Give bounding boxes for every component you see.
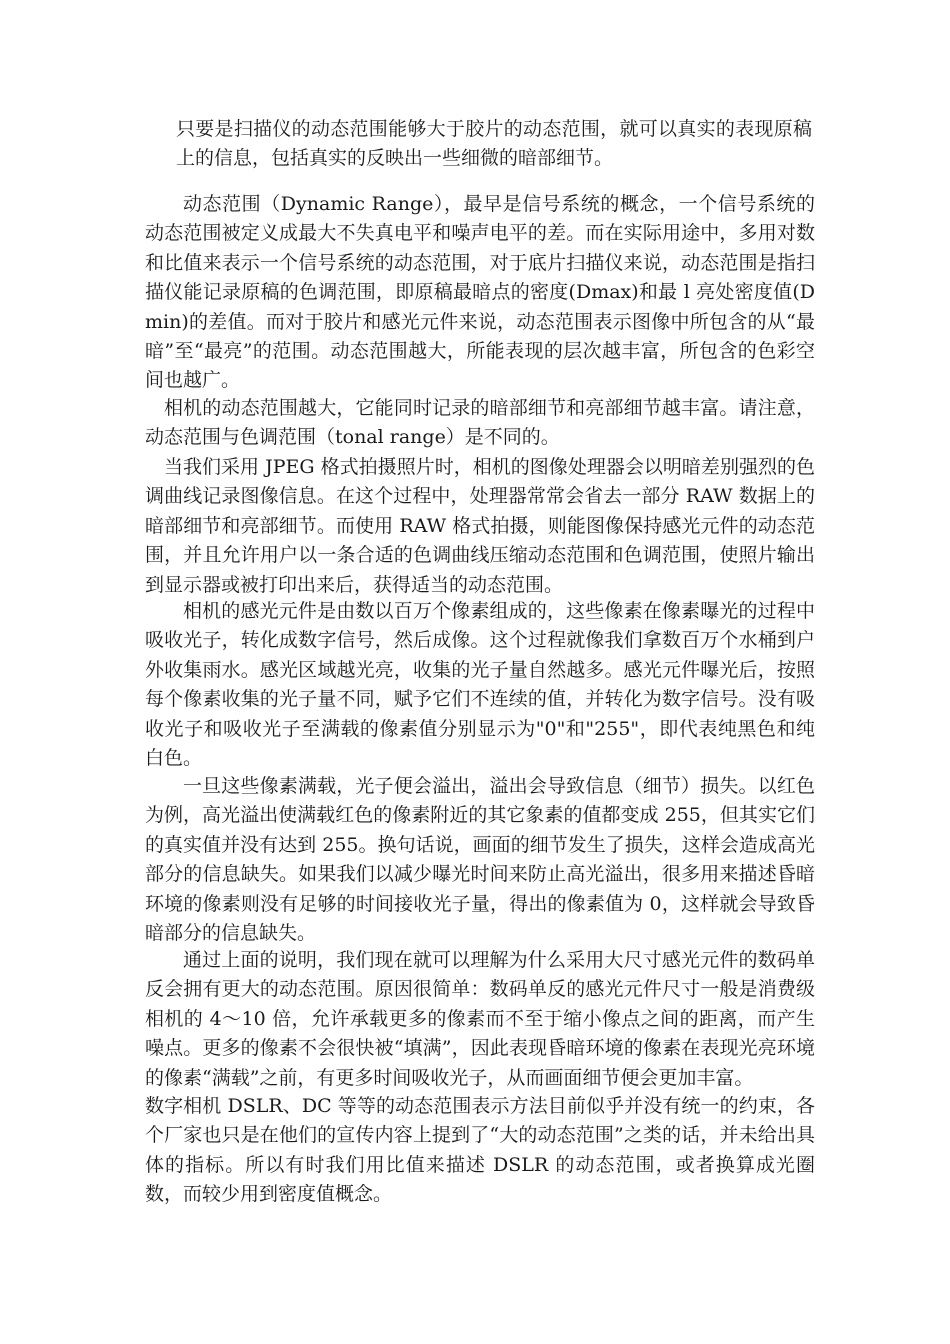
paragraph-dslr-dc-measure: 数字相机 DSLR、DC 等等的动态范围表示方法目前似乎并没有统一的约束，各个厂家也只是在他们的宣传内容上提到了“大的动态范围”之类的话，并未给出具体的指标。所以有时我们用比值来描述 DSLR 的动态范围，或者换算成光圈数，而较少用到密度值概念。 [145,1095,815,1206]
paragraph-dslr-sensor-size: 通过上面的说明，我们现在就可以理解为什么采用大尺寸感光元件的数码单反会拥有更大的动态范围。原因很简单：数码单反的感光元件尺寸一般是消费级相机的 4～10 倍，允许承载更多的像素而不至于缩小像点之间的距离，而产生噪点。更多的像素不会很快被“填满”，因此表现昏暗环境的像素在表现光亮环境的像素“满载”之前，有更多时间吸收光子，从而画面细节便会更加丰富。 [145,949,815,1089]
paragraph-jpeg-raw: 当我们采用 JPEG 格式拍摄照片时，相机的图像处理器会以明暗差别强烈的色调曲线记录图像信息。在这个过程中，处理器常常会省去一部分 RAW 数据上的暗部细节和亮部细节。而使用 RAW 格式拍摄，则能图像保持感光元件的动态范围，并且允许用户以一条合适的色调曲线压缩动态范围和色调范围，使照片输出到显示器或被打印出来后，获得适当的动态范围。 [145,456,815,596]
paragraph-camera-dynamic-range: 相机的动态范围越大，它能同时记录的暗部细节和亮部细节越丰富。请注意，动态范围与色调范围（tonal range）是不同的。 [145,397,815,449]
paragraph-pixel-overflow: 一旦这些像素满载，光子便会溢出，溢出会导致信息（细节）损失。以红色为例，高光溢出使满载红色的像素附近的其它象素的值都变成 255，但其实它们的真实值并没有达到 255。换句话说，画面的细节发生了损失，这样会造成高光部分的信息缺失。如果我们以减少曝光时间来防止高光溢出，很多用来描述昏暗环境的像素则没有足够的时间接收光子量，得出的像素值为 0，这样就会导致昏暗部分的信息缺失。 [145,775,815,945]
paragraph-dynamic-range-definition: 动态范围（Dynamic Range），最早是信号系统的概念，一个信号系统的动态范围被定义成最大不失真电平和噪声电平的差。而在实际用途中，多用对数和比值来表示一个信号系统的动态范围，对于底片扫描仪来说，动态范围是指扫描仪能记录原稿的色调范围，即原稿最暗点的密度(Dmax)和最 l 亮处密度值(Dmin)的差值。而对于胶片和感光元件来说，动态范围表示图像中所包含的从“最暗”至“最亮”的范围。动态范围越大，所能表现的层次越丰富，所包含的色彩空间也越广。 [145,193,815,392]
paragraph-scanner-range: 只要是扫描仪的动态范围能够大于胶片的动态范围，就可以真实的表现原稿上的信息，包括真实的反映出一些细微的暗部细节。 [176,118,812,170]
paragraph-sensor-pixels: 相机的感光元件是由数以百万个像素组成的，这些像素在像素曝光的过程中吸收光子，转化成数字信号，然后成像。这个过程就像我们拿数百万个水桶到户外收集雨水。感光区域越光亮，收集的光子量自然越多。感光元件曝光后，按照每个像素收集的光子量不同，赋予它们不连续的值，并转化为数字信号。没有吸收光子和吸收光子至满载的像素值分别显示为"0"和"255"，即代表纯黑色和纯白色。 [145,600,815,770]
